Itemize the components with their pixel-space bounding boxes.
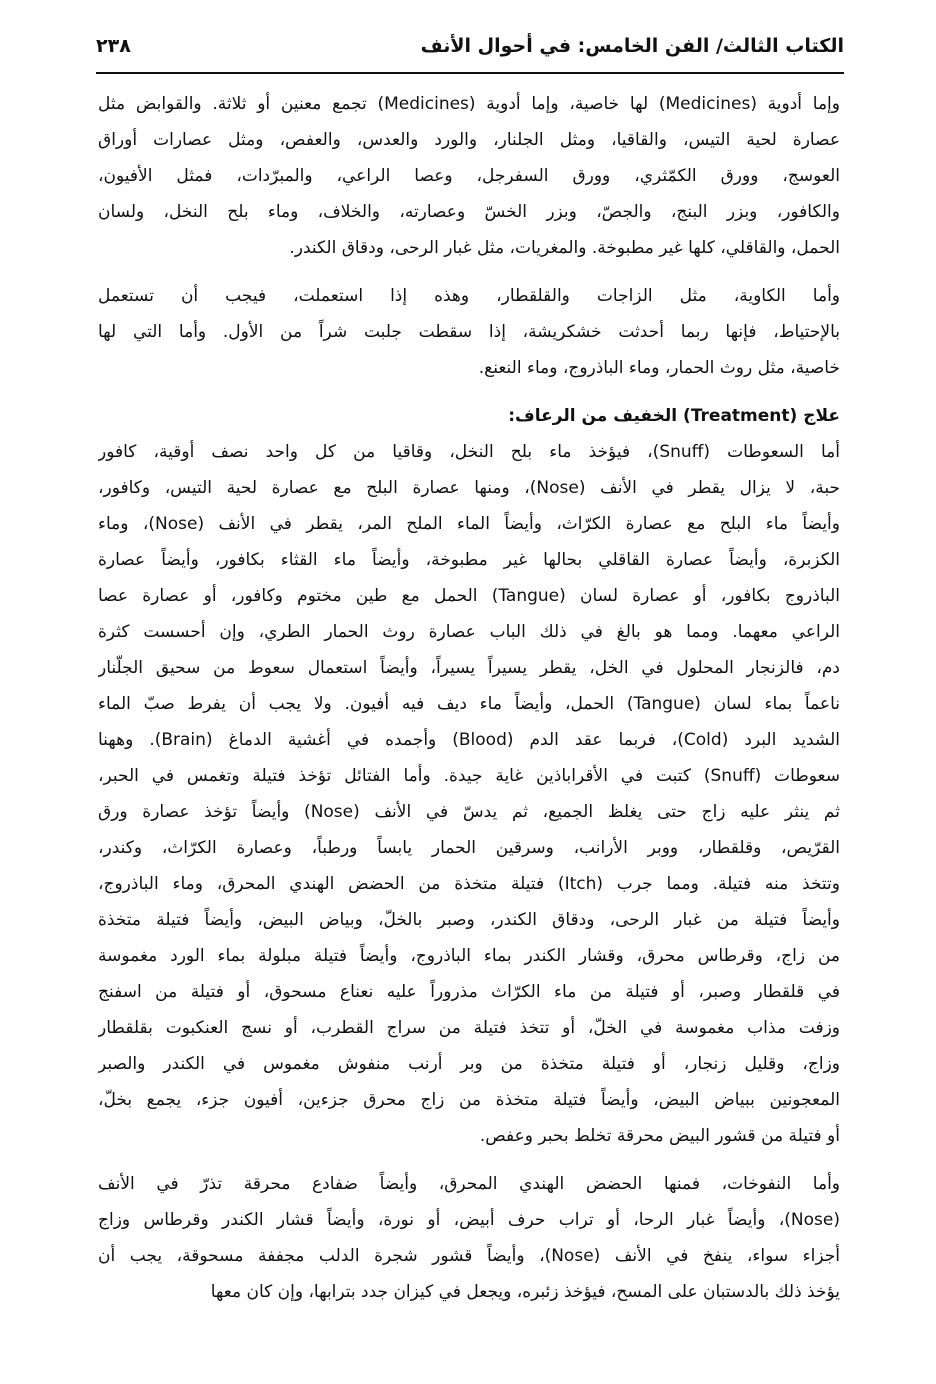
text-line: حبة، لا يزال يقطر في الأنف (Nose)، ومنها عصارة البلح مع عصارة لحية التيس، وكافور،: [98, 478, 840, 498]
text-line: سعوطات (Snuff) كتبت في الأقراباذين غاية جيدة. وأما الفتائل تؤخذ فتيلة وتغمس في الحبر،: [98, 766, 840, 786]
text-line: وأما الكاوية، مثل الزاجات والقلقطار، وهذه إذا استعملت، فيجب أن تستعمل: [98, 286, 840, 306]
text-line: وزاج، وقليل زنجار، أو فتيلة متخذة من وبر أرنب منفوش مغموس في الكندر والصبر: [98, 1054, 840, 1074]
text-line: الكزبرة، وأيضاً عصارة القاقلي بحالها غير مطبوخة، وأيضاً ماء القثاء بكافور، وأيضاً عصارة: [98, 550, 840, 570]
text-line: بالإحتياط، فإنها ربما أحدثت خشكريشة، إذا سقطت جلبت شراً من الأول. وأما التي لها: [98, 322, 840, 342]
text-line: ثم ينثر عليه زاج حتى يغلظ الجميع، ثم يدسّ في الأنف (Nose) وأيضاً تؤخذ عصارة ورق: [98, 802, 840, 822]
text-line: أجزاء سواء، ينفخ في الأنف (Nose)، وأيضاً قشور شجرة الدلب مجففة مسحوقة، يجب أن: [98, 1246, 840, 1266]
text-line: دم، فالزنجار المحلول في الخل، يقطر يسيراً يسيراً، وأيضاً استعمال سعوط من سحيق الجلّنار: [98, 658, 840, 678]
text-line: وأيضاً ماء البلح مع عصارة الكرّاث، وأيضاً الماء الملح المر، يقطر في الأنف (Nose)، وماء: [98, 514, 840, 534]
header-divider: [96, 72, 844, 74]
text-line: الشديد البرد (Cold)، فربما عقد الدم (Blood) وأجمده في أغشية الدماغ (Brain). وههنا: [98, 730, 840, 750]
paragraph: [98, 1166, 840, 1310]
text-line: خاصية، مثل روث الحمار، وماء الباذروج، وماء النعنع.: [478, 358, 840, 378]
text-line: القرّيص، وقلقطار، ووبر الأرانب، وسرقين الحمار يابساً ورطباً، وعصارة الكرّاث، وكندر،: [98, 838, 840, 858]
text-line: ناعماً بماء لسان (Tangue) الحمل، وأيضاً ماء ديف فيه أفيون. ولا يجب أن يفرط صبّ الماء: [98, 694, 840, 714]
text-line: أو فتيلة من قشور البيض محرقة تخلط بحبر وعفص.: [479, 1126, 840, 1146]
text-line: الحمل، والقاقلي، كلها غير مطبوخة. والمغريات، مثل غبار الرحى، ودقاق الكندر.: [289, 238, 840, 258]
text-line: والكافور، وبزر البنج، والجصّ، وبزر الخسّ وعصارته، والخلاف، وماء بلح النخل، ولسان: [98, 202, 840, 222]
text-line: في قلقطار وصبر، أو فتيلة من ماء الكرّاث مذروراً عليه نعناع مسحوق، أو فتيلة من اسفنج: [98, 982, 840, 1002]
paragraph: [98, 434, 840, 1154]
page-number: ٢٣٨: [96, 35, 131, 57]
text-line: العوسج، وورق الكمّثري، وورق السفرجل، وعصا الراعي، والمبرّدات، فمثل الأفيون،: [98, 166, 840, 186]
text-line: المعجونين ببياض البيض، وأيضاً فتيلة متخذة من زاج محرق جزءين، أفيون جزء، يجمع بخلّ،: [98, 1090, 840, 1110]
text-line: يؤخذ ذلك بالدستبان على المسح، فيؤخذ زئبره، ويجعل في كيزان جدد بترابها، وإن كان معها: [210, 1282, 840, 1302]
text-line: عصارة لحية التيس، والقاقيا، ومثل الجلنار، والورد والعدس، والعفص، ومثل عصارات أوراق: [98, 130, 840, 150]
running-title: الكتاب الثالث/ الفن الخامس: في أحوال الأنف: [420, 35, 844, 57]
text-line: أما السعوطات (Snuff)، فيؤخذ ماء بلح النخل، وقاقيا من كل واحد نصف أوقية، كافور: [98, 442, 840, 462]
text-line: من زاج، وقرطاس محرق، وقشار الكندر بماء الباذروج، وأيضاً فتيلة مبلولة بماء الورد مغموسة: [98, 946, 840, 966]
text-line: وتتخذ منه فتيلة. ومما جرب (Itch) فتيلة متخذة من الحضض الهندي المحرق، وماء الباذروج،: [98, 874, 840, 894]
text-line: (Nose)، وأيضاً غبار الرحا، أو تراب حرف أبيض، أو نورة، وأيضاً قشار الكندر وقرطاس وزاج: [98, 1210, 840, 1230]
section-heading: [98, 398, 840, 434]
text-line: وأما النفوخات، فمنها الحضض الهندي المحرق، وأيضاً ضفادع محرقة تذرّ في الأنف: [98, 1174, 840, 1194]
paragraph: [98, 86, 840, 266]
text-line: وأيضاً فتيلة من غبار الرحى، ودقاق الكندر، وصبر بالخلّ، وبياض البيض، وأيضاً فتيلة متخذة: [98, 910, 840, 930]
page-body: [98, 86, 840, 1322]
paragraph: [98, 278, 840, 386]
text-line: وزفت مذاب مغموسة في الخلّ، أو تتخذ فتيلة من سراج القطرب، أو نسج العنكبوت بقلقطار: [98, 1018, 840, 1038]
text-line: الباذروج بكافور، أو عصارة لسان (Tangue) الحمل مع طين مختوم وكافور، أو عصارة عصا: [98, 586, 840, 606]
text-line: وإما أدوية (Medicines) لها خاصية، وإما أدوية (Medicines) تجمع معنين أو ثلاثة. والقوابض مثل: [98, 94, 840, 114]
text-line: علاج (Treatment) الخفيف من الرعاف:: [508, 406, 840, 426]
running-header: [96, 26, 844, 66]
text-line: الراعي معهما. ومما هو بالغ في ذلك الباب عصارة روث الحمار الطري، وإن أحسست كثرة: [98, 622, 840, 642]
